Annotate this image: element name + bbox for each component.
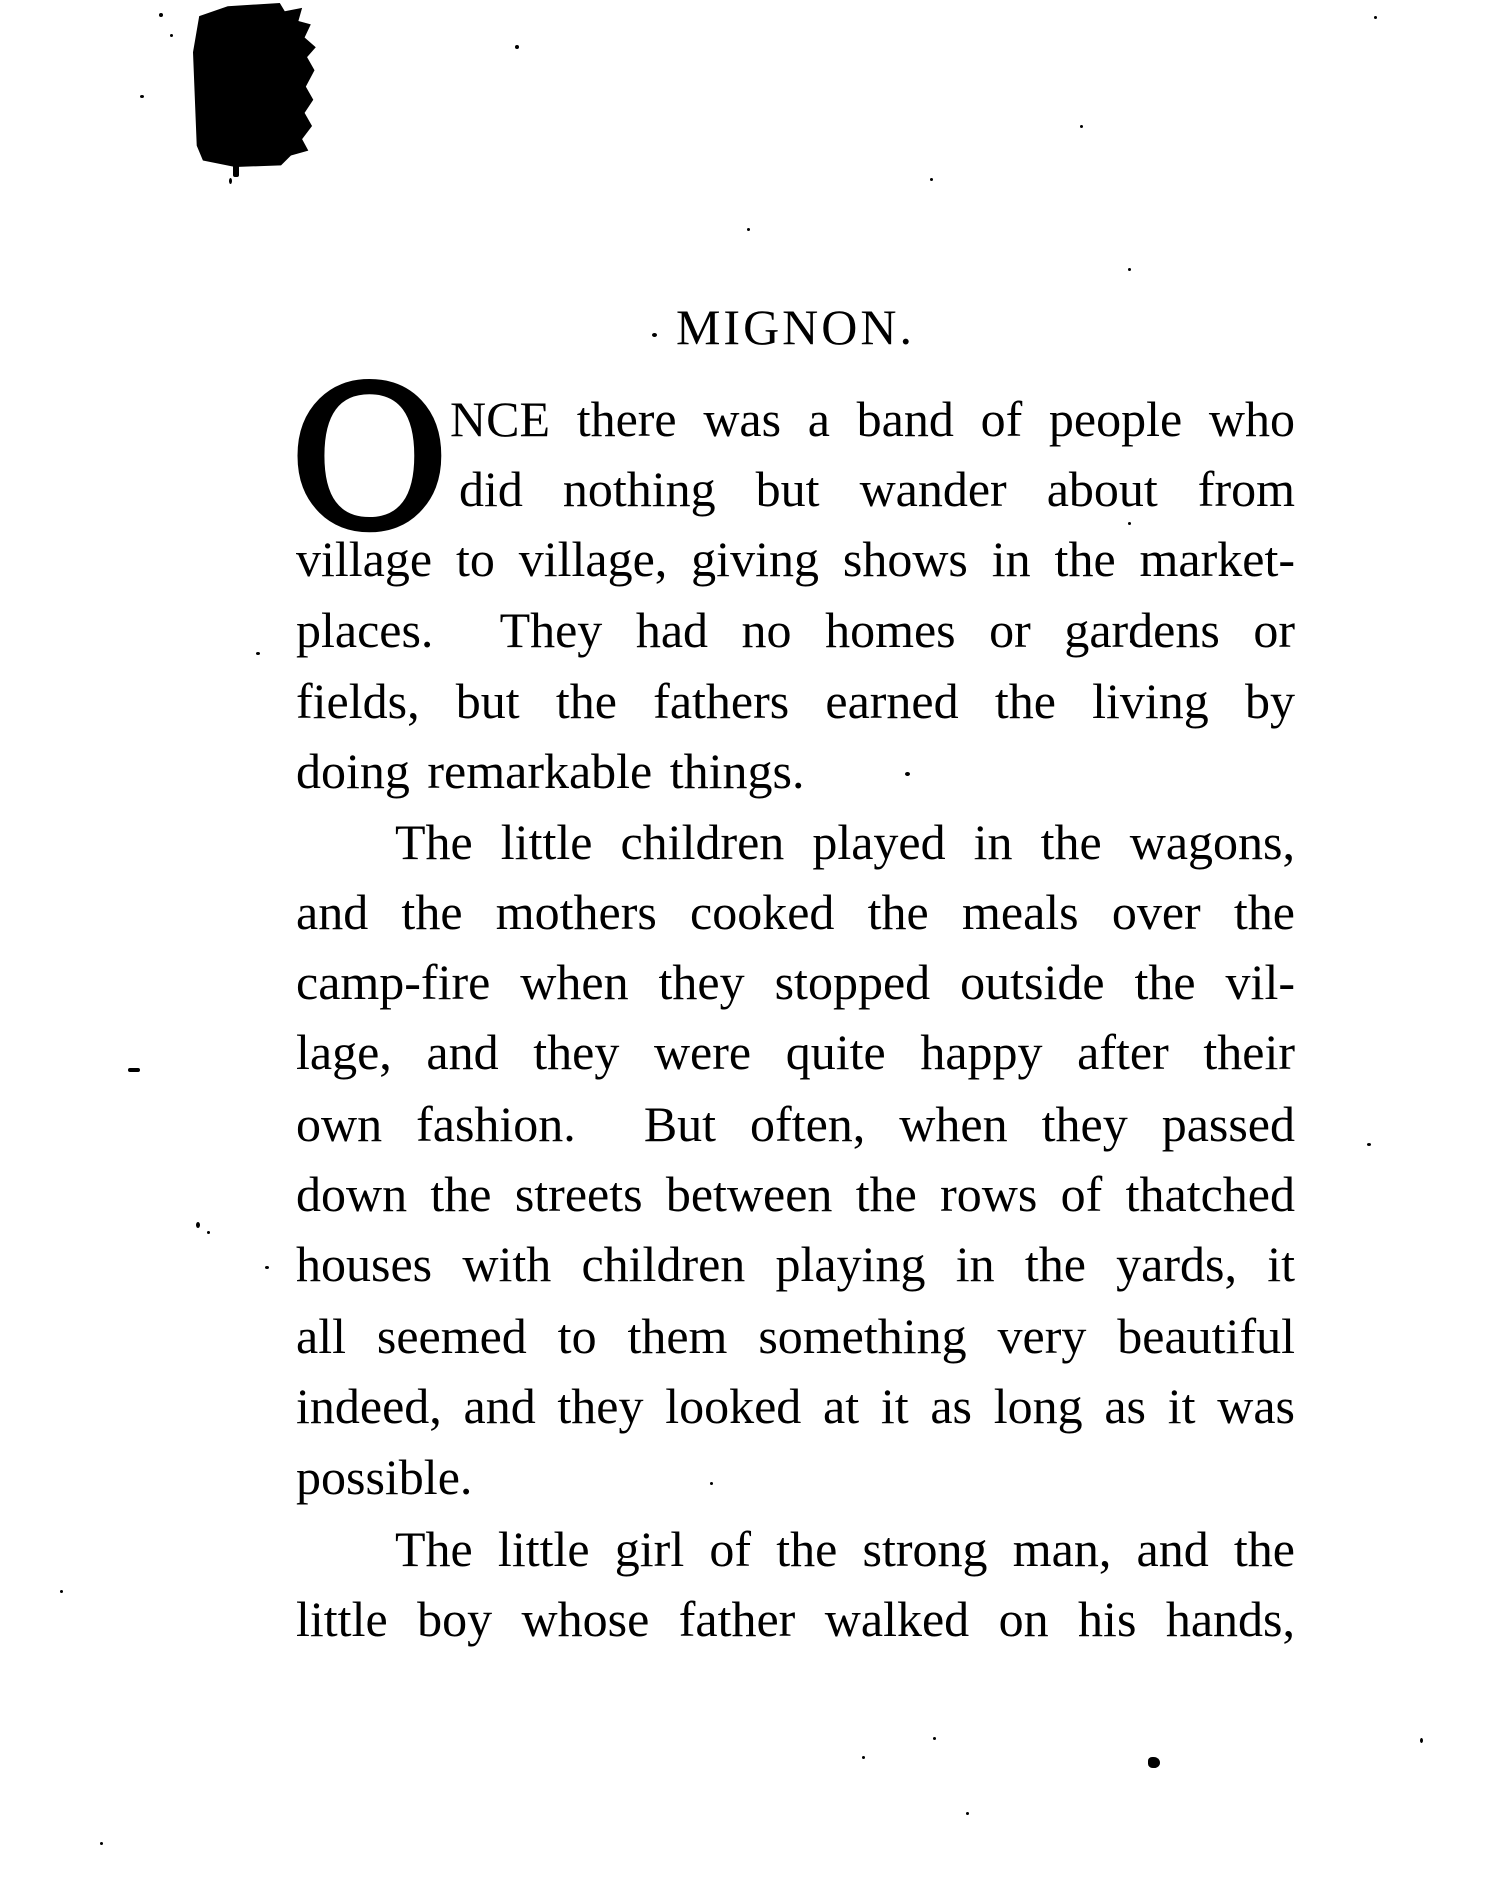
ink-blot — [193, 3, 317, 167]
ink-speck — [265, 1266, 269, 1269]
text-line: places. They had no homes or gardens or — [296, 602, 1295, 658]
page-title: MIGNON. — [675, 299, 916, 355]
text-line: The little girl of the strong man, and the — [395, 1521, 1295, 1577]
text-line: lage, and they were quite happy after their — [296, 1024, 1295, 1080]
ink-speck — [229, 178, 232, 184]
text-line: and the mothers cooked the meals over the — [296, 884, 1295, 940]
ink-speck — [966, 1812, 969, 1815]
ink-speck — [140, 95, 144, 98]
ink-speck — [862, 1756, 865, 1759]
text-line: The little children played in the wagons, — [395, 814, 1295, 870]
text-line: did nothing but wander about from — [459, 461, 1295, 517]
ink-speck — [128, 1068, 140, 1072]
text-line: doing remarkable things. — [296, 743, 805, 799]
ink-speck — [159, 13, 163, 17]
drop-cap: O — [289, 346, 450, 574]
text-line: camp-fire when they stopped outside the vil- — [296, 954, 1295, 1010]
ink-speck — [170, 34, 173, 37]
text-line: houses with children playing in the yards, it — [296, 1236, 1295, 1292]
ink-speck — [1374, 16, 1377, 19]
text-line: NCE there was a band of people who — [450, 391, 1295, 447]
ink-speck — [1367, 1143, 1371, 1146]
ink-speck — [196, 1222, 200, 1228]
ink-speck — [256, 652, 260, 655]
ink-speck — [100, 1842, 103, 1845]
ink-speck — [1128, 268, 1131, 271]
text-line: indeed, and they looked at it as long as it was — [296, 1378, 1295, 1434]
ink-speck — [1420, 1738, 1423, 1743]
text-line: own fashion. But often, when they passed — [296, 1096, 1295, 1152]
text-line: fields, but the fathers earned the living by — [296, 673, 1295, 729]
text-line: all seemed to them something very beautiful — [296, 1308, 1295, 1364]
text-line: village to village, giving shows in the market- — [296, 531, 1295, 587]
ink-speck — [515, 45, 519, 49]
ink-speck — [1080, 125, 1083, 128]
ink-blot-small — [1148, 1757, 1160, 1768]
ink-speck — [60, 1590, 63, 1593]
ink-speck — [933, 1737, 936, 1740]
text-line: down the streets between the rows of thatched — [296, 1166, 1295, 1222]
ink-speck — [233, 162, 239, 177]
ink-speck — [930, 178, 933, 181]
text-line: possible. — [296, 1449, 473, 1505]
ink-speck — [207, 1231, 210, 1234]
text-line: little boy whose father walked on his hands, — [296, 1591, 1295, 1647]
ink-speck — [747, 228, 750, 231]
